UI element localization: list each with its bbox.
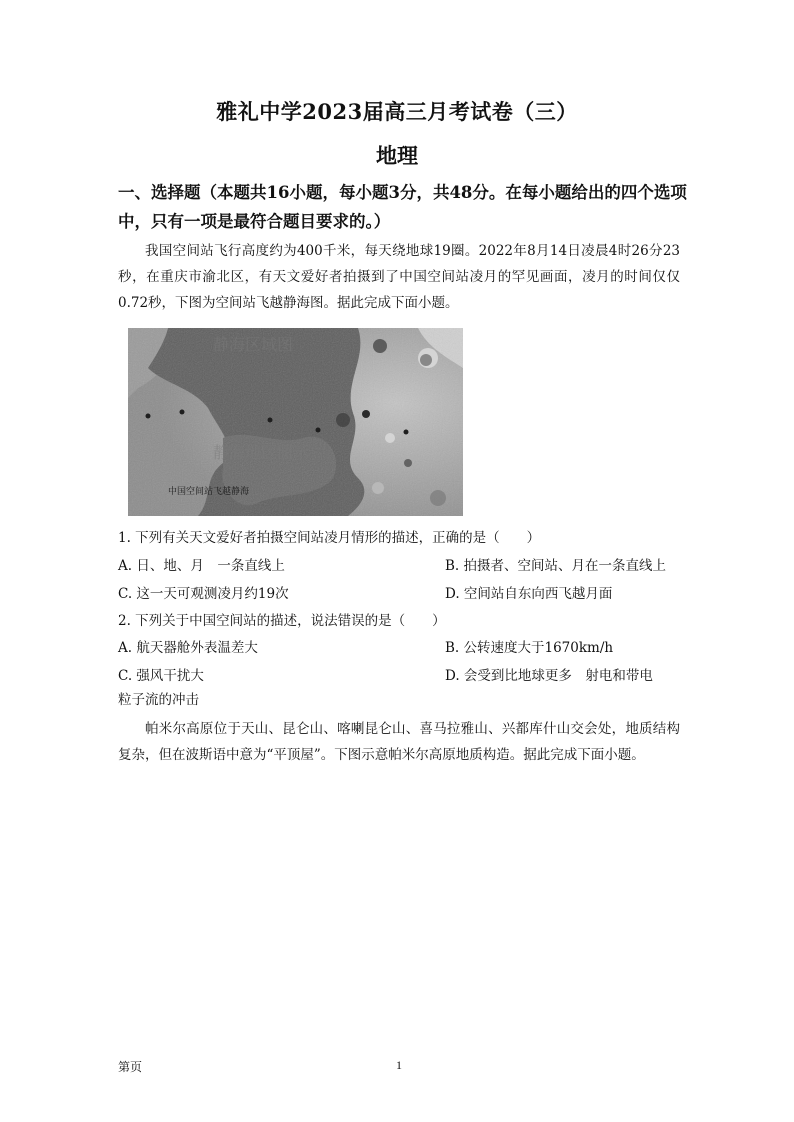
footer-page-label: 第页 (118, 1060, 143, 1074)
figure-watermark-mid: 静海地区图示 (213, 443, 310, 462)
q2-option-d[interactable]: D. 会受到比地球更多 射电和带电 (445, 668, 653, 684)
question-2-stem: 2. 下列关于中国空间站的描述，说法错误的是（ ） (118, 613, 446, 629)
moon-surface-image (128, 328, 463, 516)
passage-space-station: 我国空间站飞行高度约为400千米，每天绕地球19圈。2022年8月14日凌晨4时26分23秒，在重庆市渝北区，有天文爱好者拍摄到了中国空间站凌月的罕见画面，凌月的时间仅仅0.72秒，下图为空间站飞越静海图。据此完成下面小题。 (118, 243, 680, 311)
figure-watermark-top: 静海区域图 (213, 335, 294, 354)
q1-option-c[interactable]: C. 这一天可观测凌月约19次 (118, 586, 289, 602)
question-1-stem: 1. 下列有关天文爱好者拍摄空间站凌月情形的描述，正确的是（ ） (118, 530, 541, 546)
q2-option-c[interactable]: C. 强风干扰大 (118, 668, 204, 684)
exam-title: 雅礼中学2023届高三月考试卷（三） (216, 99, 578, 124)
q1-option-b[interactable]: B. 拍摄者、空间站、月在一条直线上 (445, 558, 667, 574)
section-heading: 一、选择题（本题共16小题，每小题3分，共48分。在每小题给出的四个选项中，只有一项是最符合题目要求的。） (118, 183, 687, 231)
passage-pamir: 帕米尔高原位于天山、昆仑山、喀喇昆仑山、喜马拉雅山、兴都库什山交会处，地质结构复杂，但在波斯语中意为“平顶屋”。下图示意帕米尔高原地质构造。据此完成下面小题。 (118, 721, 680, 763)
q2-option-a[interactable]: A. 航天器舱外表温差大 (118, 640, 258, 656)
q2-option-d-continued: 粒子流的冲击 (118, 692, 199, 708)
moon-surface-figure (128, 328, 463, 516)
q2-option-b[interactable]: B. 公转速度大于1670km/h (445, 640, 614, 656)
subject-title: 地理 (376, 143, 418, 168)
q1-option-a[interactable]: A. 日、地、月 一条直线上 (118, 558, 285, 574)
q1-option-d[interactable]: D. 空间站自东向西飞越月面 (445, 586, 613, 602)
figure-caption: 中国空间站飞越静海 (168, 487, 250, 497)
footer-page-number: 1 (396, 1058, 402, 1072)
